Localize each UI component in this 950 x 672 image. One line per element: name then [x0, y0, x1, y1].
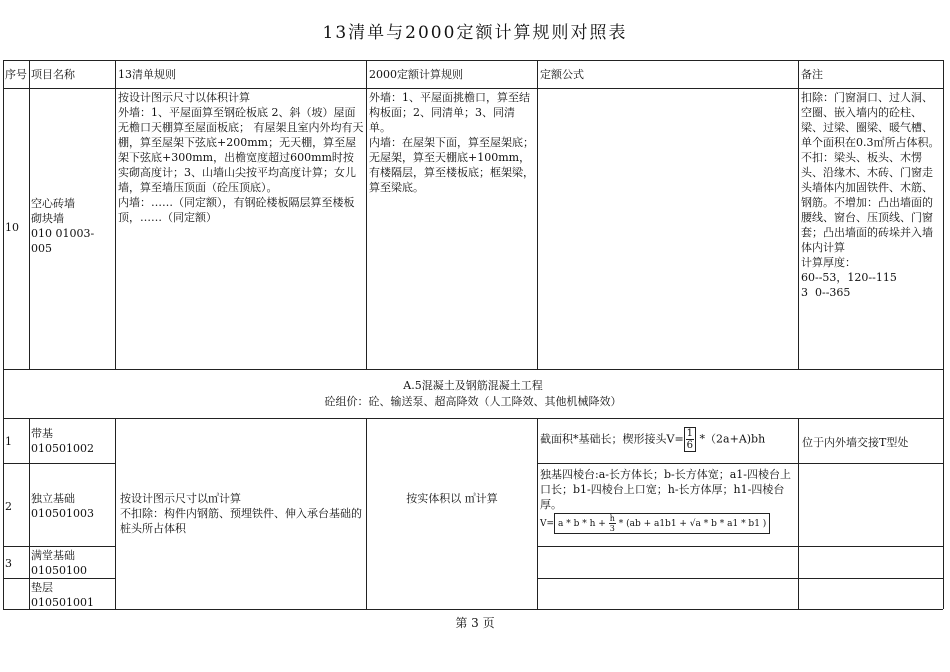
- row10-name: 空心砖墙 砌块墙 010 01003- 005: [31, 197, 95, 255]
- grid-line: [3, 418, 943, 419]
- row10-rule2000: 外墙：1、平屋面挑檐口，算至结构板面；2、同清单；3、同清单。 内墙：在屋架下面，算至屋架底；无屋架，算至天棚底+100mm，有楼隔层，算至楼板底；框架梁，算至梁底。: [369, 91, 534, 194]
- fraction-one-sixth: [684, 427, 696, 452]
- formula-part-a: a * b * h +: [558, 519, 609, 529]
- header-seq: 序号: [5, 68, 27, 81]
- row4-name: 垫层 010501001: [31, 581, 94, 609]
- row2-seq: 2: [5, 500, 12, 513]
- frac-den: 6: [686, 440, 694, 451]
- row1-formula-b: *（2a+A)bh: [696, 432, 766, 446]
- grid-line: [537, 60, 538, 369]
- row3-seq: 3: [5, 557, 12, 570]
- header-name: 项目名称: [31, 68, 75, 81]
- row1-formula-a: 截面积*基础长；楔形接头V=: [540, 432, 684, 446]
- formula-part-b: * (ab + a1b1 + √a * b * a1 * b1 ): [615, 519, 767, 529]
- grid-line: [537, 463, 943, 464]
- row2-formula-expr: [538, 512, 796, 535]
- grid-line: [537, 578, 943, 579]
- section-title: A.5混凝土及钢筋混凝土工程: [403, 379, 543, 392]
- grid-line: [3, 463, 115, 464]
- formula-box: [554, 513, 770, 534]
- page-footer: 第 3 页: [455, 616, 495, 630]
- grid-line: [943, 60, 944, 609]
- page-title: 13清单与2000定额计算规则对照表: [322, 23, 628, 43]
- grid-line: [3, 609, 943, 610]
- grid-line: [115, 418, 116, 609]
- formula-prefix: V=: [540, 519, 555, 529]
- grid-line: [3, 60, 4, 609]
- grid-line: [3, 369, 943, 370]
- header-rule2000: 2000定额计算规则: [369, 68, 463, 81]
- row1-name: 带基 010501002: [31, 427, 94, 455]
- frac-3: 3: [609, 524, 615, 533]
- grid-line: [537, 546, 943, 547]
- frac-h: h: [609, 514, 615, 523]
- row1-remark: 位于内外墙交接T型处: [802, 436, 909, 449]
- header-rule13: 13清单规则: [118, 68, 176, 81]
- frac-num: 1: [686, 428, 694, 439]
- header-remark: 备注: [801, 68, 823, 81]
- fraction-h-over-3: [609, 514, 616, 533]
- section-subtitle: 砼组价：砼、输送泵、超高降效（人工降效、其他机械降效）: [324, 395, 622, 408]
- merged-rule2000: 按实体积以 ㎥计算: [406, 492, 498, 505]
- merged-rule13: 按设计图示尺寸以㎥计算 不扣除：构件内钢筋、预埋铁件、伸入承台基础的桩头所占体积: [120, 492, 362, 535]
- header-formula: 定额公式: [540, 68, 584, 81]
- grid-line: [3, 60, 943, 61]
- row10-seq: 10: [5, 221, 19, 234]
- grid-line: [366, 418, 367, 609]
- row4-seq: [3, 586, 29, 588]
- row1-seq: 1: [5, 435, 12, 448]
- row2-formula-text: 独基四棱台:a-长方体长；b-长方体宽；a1-四棱台上口长；b1-四棱台上口宽；h-长方体厚；h1-四棱台厚。: [540, 468, 792, 511]
- row10-rule13: 按设计图示尺寸以体积计算 外墙：1、平屋面算至钢砼板底 2、斜（坡）屋面无檐口天棚算至屋面板底； 有屋架且室内外均有天棚，算至屋架下弦底+200mm；无天棚，算至屋架下弦底+300mm，出檐宽度超过600mm时按实砌高度计；3、山墙山尖按平均高度计算；女儿墙，算至墙压顶面（砼压顶底）。 内墙：……（同定额），有钢砼楼板隔层算至楼板顶，……（同定额）: [118, 91, 364, 224]
- row2-name: 独立基础 010501003: [31, 492, 94, 520]
- row10-remark: 扣除：门窗洞口、过人洞、空圈、嵌入墙内的砼柱、梁、过梁、圈梁、暖气槽、单个面积在0.3㎡所占体积。不扣：梁头、板头、木愣头、沿缘木、木砖、门窗走头墙体内加固铁件、木筋、钢筋。不增加：凸出墙面的腰线、窗台、压顶线、门窗套；凸出墙面的砖垛并入墙体内计算 计算厚度： 60--53，120--115 3 0--365: [801, 91, 940, 299]
- row3-name: 满堂基础 01050100: [31, 549, 87, 577]
